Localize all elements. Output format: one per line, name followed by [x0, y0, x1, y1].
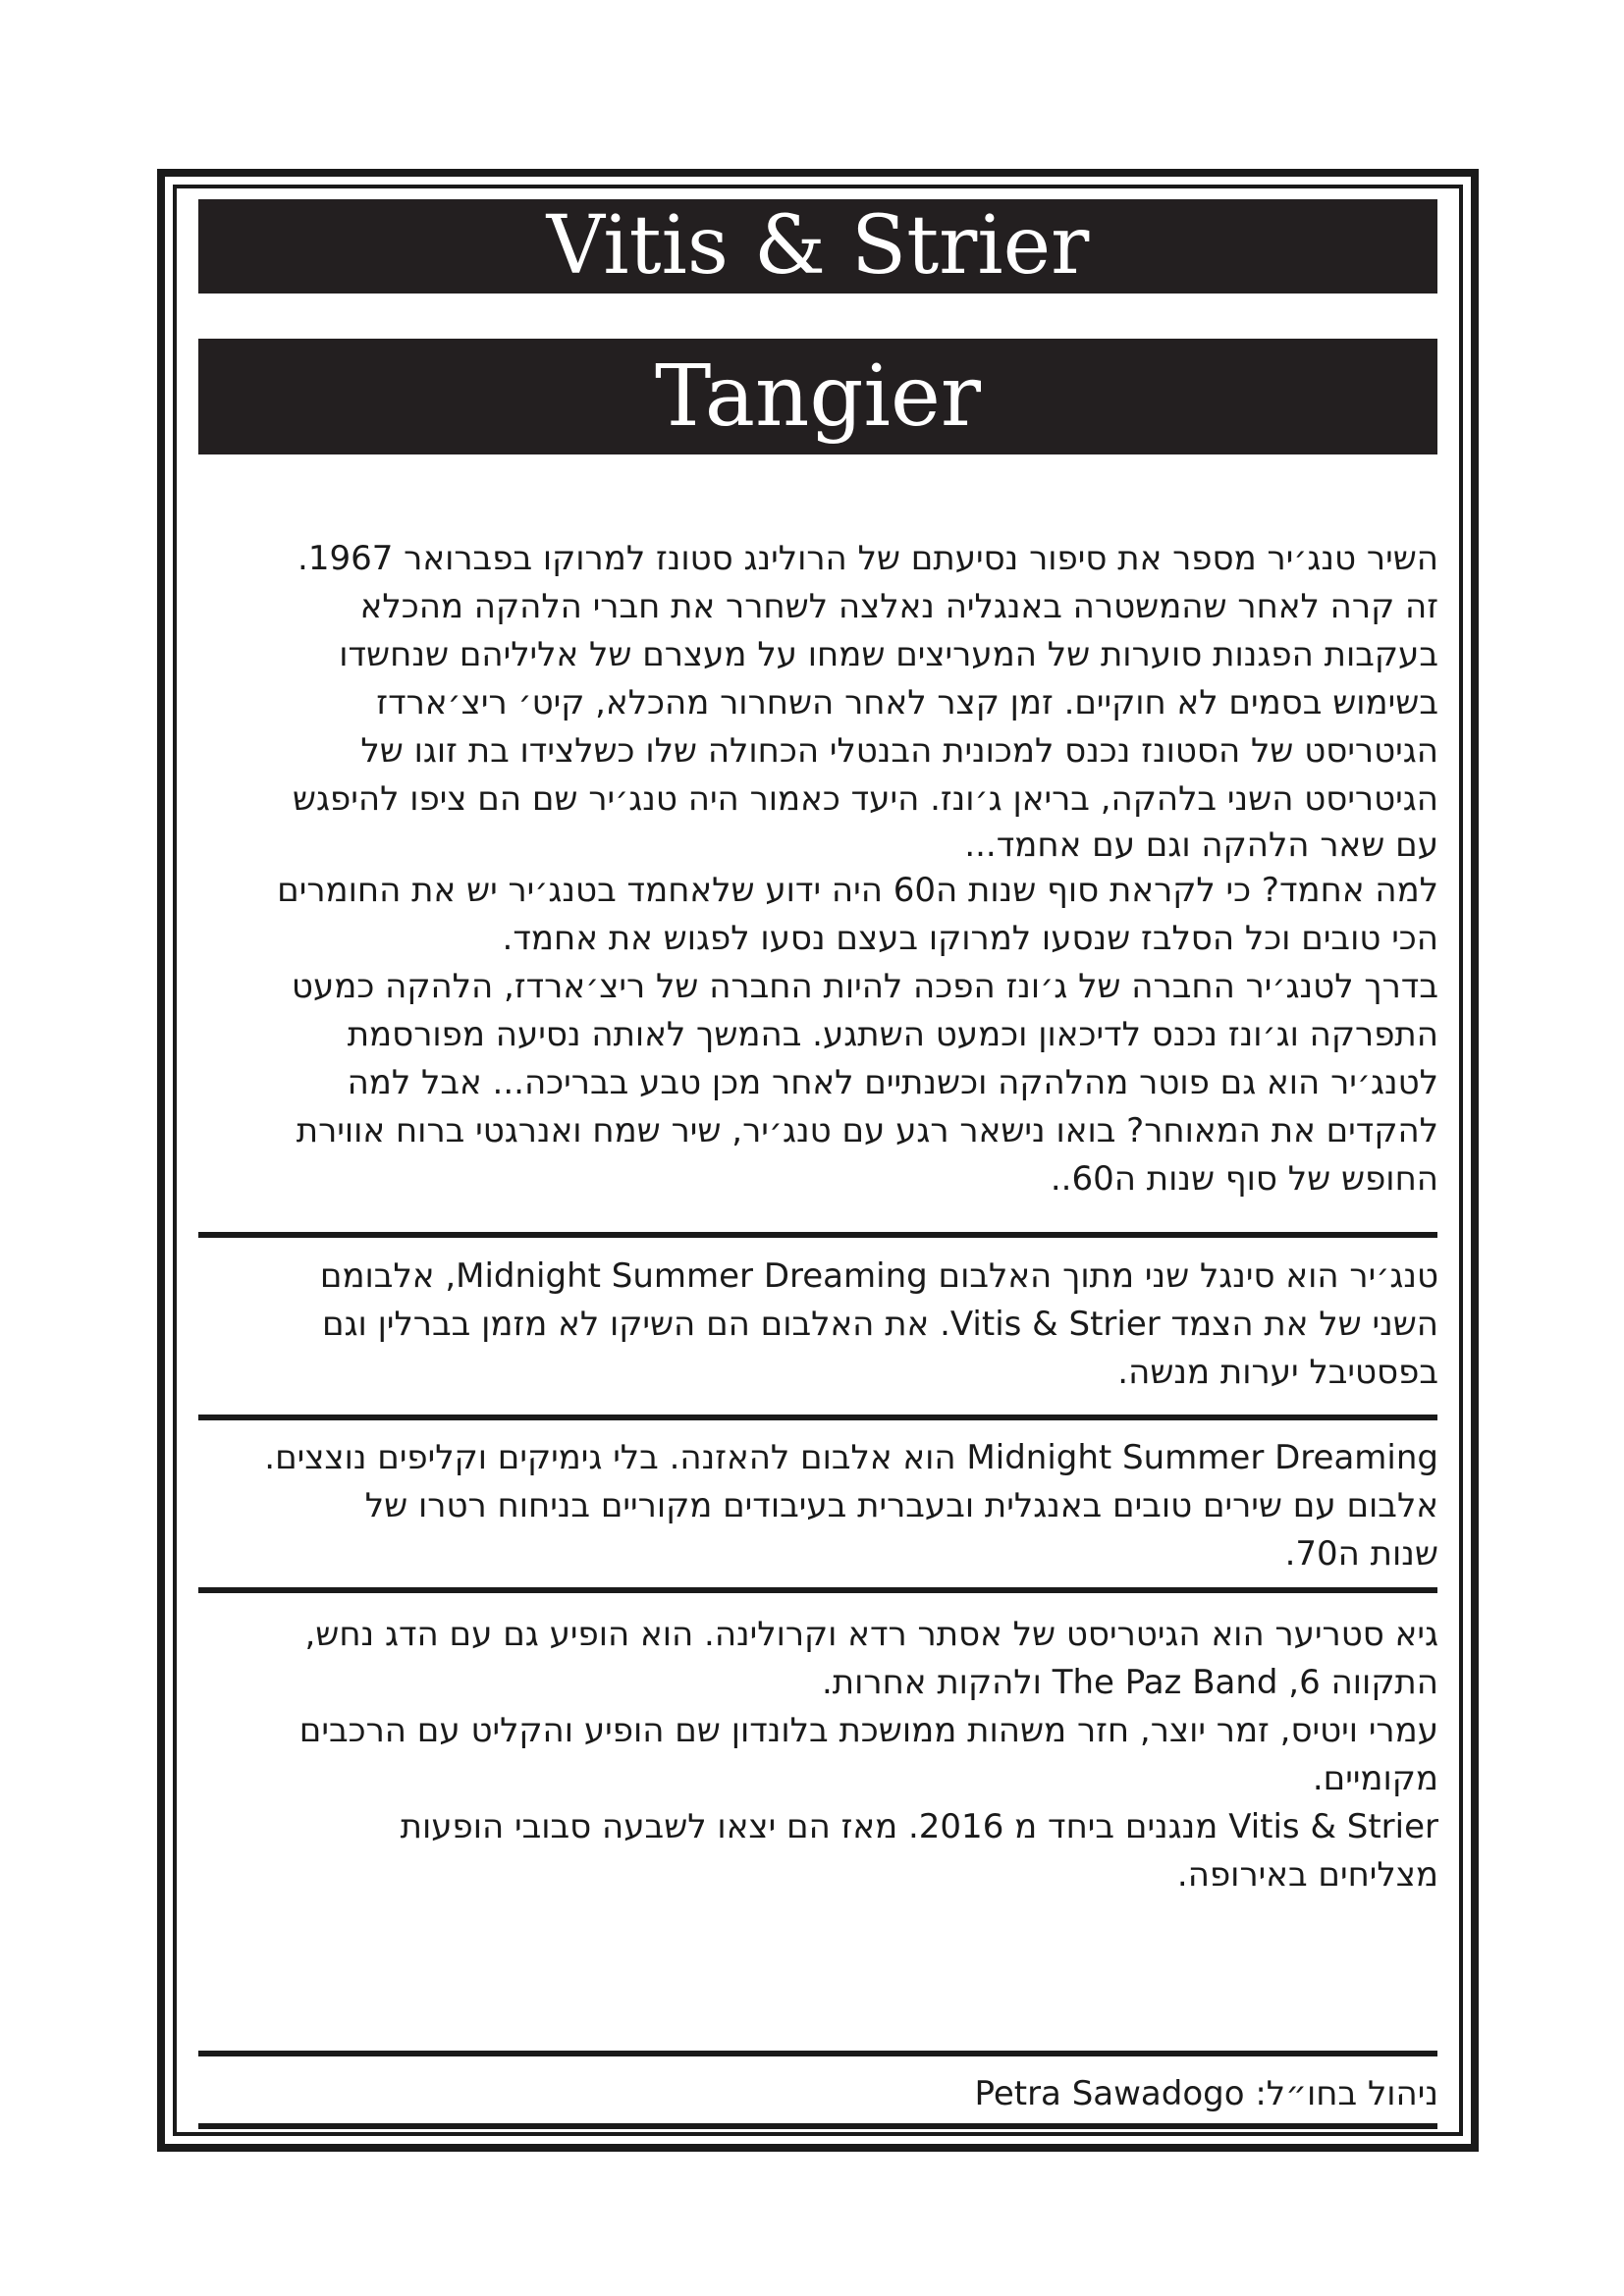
album-line: Midnight Summer Dreaming הוא אלבום להאזנה. בלי גימיקים וקליפים נוצצים. [264, 1438, 1438, 1477]
album-line: שנות ה70. [1284, 1534, 1438, 1574]
story-line: למה אחמד? כי לקראת סוף שנות ה60 היה ידוע שלאחמד בטנג׳יר יש את החומרים [277, 871, 1438, 910]
story-line: הגיטריסט של הסטונז נכנס למכונית הבנטלי הכחולה שלו כשלצידו בת זוגו של [360, 731, 1438, 771]
footer-divider-bottom [198, 2123, 1437, 2129]
album-section [211, 1434, 1438, 1578]
story-line: זה קרה לאחר שהמשטרה באנגליה נאלצה לשחרר את חברי הלהקה מהכלא [359, 587, 1438, 626]
story-line: התפרקה וג׳ונז נכנס לדיכאון וכמעט השתגע. בהמשך לאותה נסיעה מפורסמת [347, 1015, 1438, 1054]
bio-line: מצליחים באירופה. [1176, 1855, 1438, 1895]
bio-section [211, 1611, 1438, 1899]
story-line: החופש של סוף שנות ה60.. [1050, 1159, 1438, 1199]
story-section [211, 535, 1438, 1203]
management-credit: ניהול בחו״ל: Petra Sawadogo [974, 2074, 1438, 2113]
single-line: בפסטיבל יערות מנשה. [1117, 1353, 1438, 1392]
footer-divider-top [198, 2051, 1437, 2056]
section-divider [198, 1587, 1437, 1593]
bio-line: עמרי ויטיס, זמר יוצר, חזר משהות ממושכת בלונדון שם הופיע והקליט עם הרכבים [298, 1711, 1438, 1750]
story-line: השיר טנג׳יר מספר את סיפור נסיעתם של הרולינג סטונז למרוקו בפברואר 1967. [298, 539, 1438, 578]
bio-line: גיא סטריער הוא הגיטריסט של אסתר רדא וקרולינה. הוא הופיע גם עם הדג נחש, [304, 1615, 1438, 1654]
album-line: אלבום עם שירים טובים באנגלית ובעברית בעיבודים מקוריים בניחוח רטרו של [364, 1486, 1438, 1525]
section-divider [198, 1415, 1437, 1420]
section-divider [198, 1232, 1437, 1238]
story-line: עם שאר הלהקה וגם עם אחמד... [964, 826, 1438, 865]
bio-line: Vitis & Strier מנגנים ביחד מ 2016. מאז הם יצאו לשבעה סבובי הופעות [400, 1807, 1438, 1846]
single-line: טנג׳יר הוא סינגל שני מתוך האלבום Midnight Summer Dreaming, אלבומם [319, 1256, 1438, 1296]
song-title: Tangier [655, 347, 981, 446]
single-line: השני של את הצמד Vitis & Strier. את האלבום הם השיקו לא מזמן בברלין וגם [321, 1305, 1438, 1344]
story-line: בדרך לטנג׳יר החברה של ג׳ונז הפכה להיות החברה של ריצ׳ארדז, הלהקה כמעט [291, 967, 1438, 1006]
story-line: הכי טובים וכל הסלבז שנסעו למרוקו בעצם נסעו לפגוש את אחמד. [502, 919, 1438, 958]
artist-banner [198, 199, 1437, 294]
story-line: בשימוש בסמים לא חוקיים. זמן קצר לאחר השחרור מהכלא, קיט׳ ריצ׳ארדז [376, 683, 1438, 722]
song-banner [198, 339, 1437, 454]
single-section [211, 1253, 1438, 1397]
story-line: הגיטריסט השני בלהקה, בריאן ג׳ונז. היעד כאמור היה טנג׳יר שם הם ציפו להיפגש [292, 779, 1438, 819]
artist-title: Vitis & Strier [546, 199, 1090, 293]
story-line: בעקבות הפגנות סוערות של המעריצים שמחו על מעצרם של אליליהם שנחשדו [339, 635, 1438, 674]
bio-line: מקומיים. [1312, 1759, 1438, 1798]
story-line: לטנג׳יר הוא גם פוטר מהלהקה וכשנתיים לאחר מכן טבע בבריכה... אבל למה [347, 1063, 1438, 1102]
story-line: להקדים את המאוחר? בואו נישאר רגע עם טנג׳יר, שיר שמח ואנרגטי ברוח אווירת [296, 1111, 1438, 1150]
bio-line: התקווה 6, The Paz Band ולהקות אחרות. [821, 1663, 1438, 1702]
